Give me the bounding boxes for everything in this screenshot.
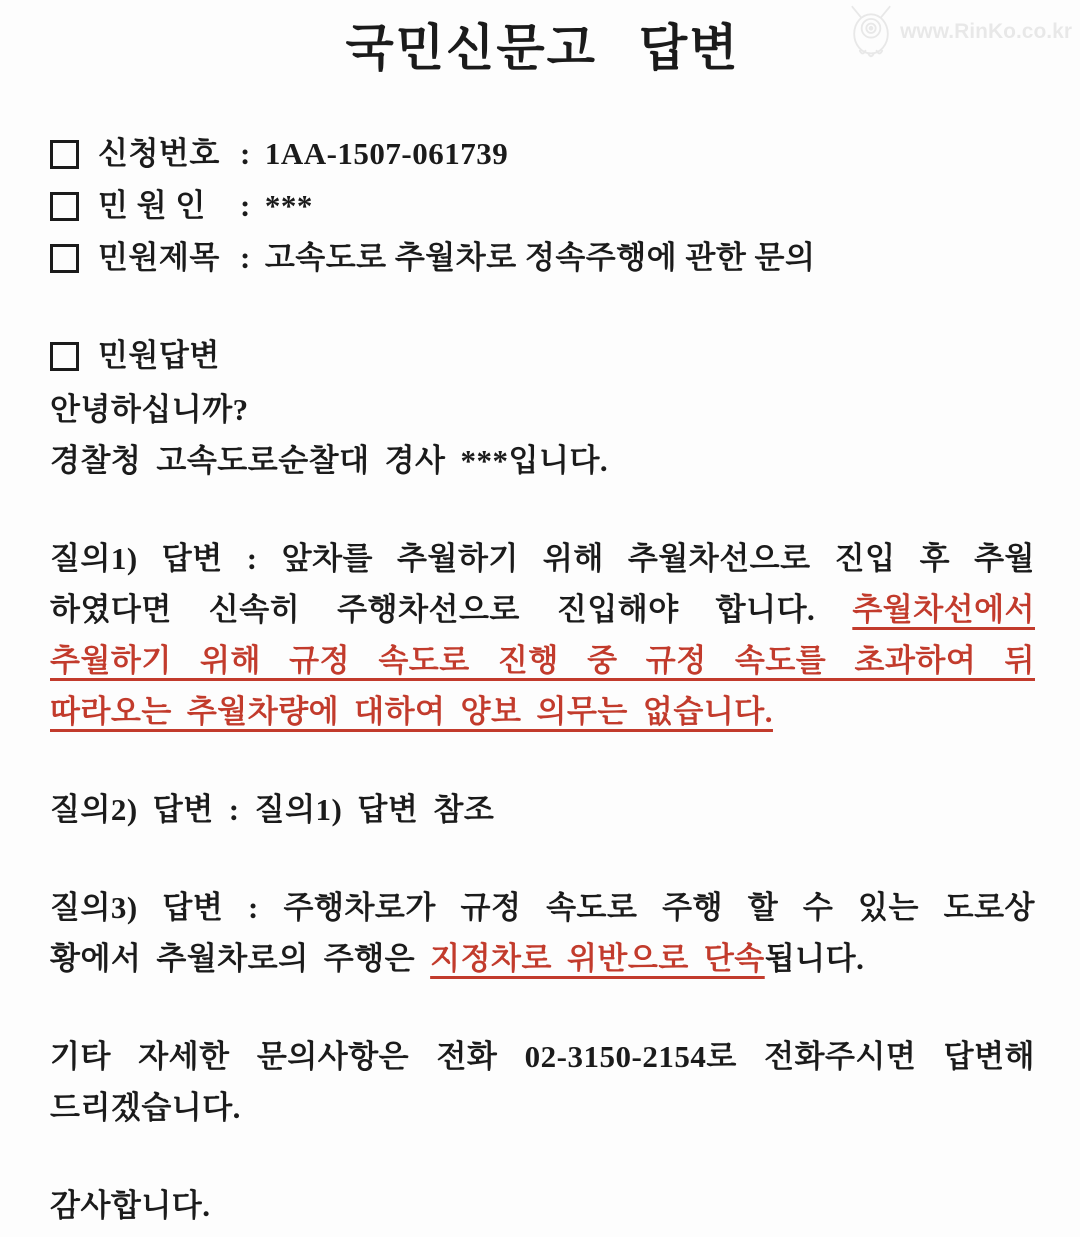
- answer-q1-line3: [50, 635, 1035, 686]
- greeting-line: 안녕하십니까?: [50, 392, 249, 427]
- checkbox-icon: [50, 192, 79, 221]
- watermark: [842, 4, 1072, 60]
- contact-line1: 기타 자세한 문의사항은 전화 02-3150-2154로 전화주시면 답변해: [50, 1039, 1035, 1074]
- answer-q1-line2-red-emphasis: 추월차선에서: [852, 592, 1035, 627]
- field-row-petitioner: [50, 180, 1035, 232]
- reply-section-heading: [50, 330, 1035, 382]
- checkbox-icon: [50, 244, 79, 273]
- field-value-petitioner: ***: [264, 188, 313, 223]
- answer-q1-line4: [50, 686, 1035, 737]
- field-value-petition-title: 고속도로 추월차로 정속주행에 관한 문의: [264, 240, 816, 275]
- page-title: 국민신문고 답변: [345, 20, 740, 76]
- answer-q3: [50, 882, 1035, 984]
- field-separator: :: [240, 136, 251, 171]
- answer-q1: [50, 533, 1035, 737]
- answer-q1-line2: [50, 584, 1035, 635]
- checkbox-icon: [50, 140, 79, 169]
- answer-q2: [50, 784, 1035, 835]
- answer-q3-line1: 질의3) 답변 : 주행차로가 규정 속도로 주행 할 수 있는 도로상: [50, 890, 1035, 925]
- answer-q3-line2-black: 황에서 추월차로의 주행은: [50, 941, 416, 976]
- answer-q3-line2: [50, 933, 1035, 984]
- checkbox-icon: [50, 342, 79, 371]
- closing-line: 감사합니다.: [50, 1188, 211, 1223]
- answer-q1-line3-red-emphasis: 추월하기 위해 규정 속도로 진행 중 규정 속도를 초과하여 뒤: [50, 643, 1035, 678]
- answer-q1-line4-red-emphasis: 따라오는 추월차량에 대하여 양보 의무는 없습니다.: [50, 694, 773, 729]
- closing-paragraph: [50, 1180, 1035, 1231]
- answer-q3-line2-red-emphasis: 지정차로 위반으로 단속: [430, 941, 765, 976]
- field-value-application-number: 1AA-1507-061739: [264, 136, 509, 171]
- answer-q1-line1: 질의1) 답변 : 앞차를 추월하기 위해 추월차선으로 진입 후 추월: [50, 541, 1035, 576]
- contact-paragraph: [50, 1031, 1035, 1133]
- field-row-application-number: [50, 128, 1035, 180]
- field-separator: :: [240, 240, 251, 275]
- greeting-block: [50, 384, 1035, 486]
- contact-line2: 드리겠습니다.: [50, 1090, 241, 1125]
- intro-line: 경찰청 고속도로순찰대 경사 ***입니다.: [50, 443, 609, 478]
- answer-q2-line1: 질의2) 답변 : 질의1) 답변 참조: [50, 792, 495, 827]
- header-fields: [50, 128, 1035, 284]
- field-label: 민원제목: [98, 240, 220, 275]
- answer-q1-line2-black: 하였다면 신속히 주행차선으로 진입해야 합니다.: [50, 592, 816, 627]
- field-row-petition-title: [50, 232, 1035, 284]
- field-label: 민 원 인: [98, 188, 206, 223]
- owl-logo-icon: [842, 4, 900, 60]
- watermark-text: www.RinKo.co.kr: [900, 20, 1072, 43]
- field-separator: :: [240, 188, 251, 223]
- field-label: 신청번호: [98, 136, 220, 171]
- answer-q3-line2-black-tail: 됩니다.: [764, 941, 865, 976]
- reply-heading-label: 민원답변: [98, 338, 220, 373]
